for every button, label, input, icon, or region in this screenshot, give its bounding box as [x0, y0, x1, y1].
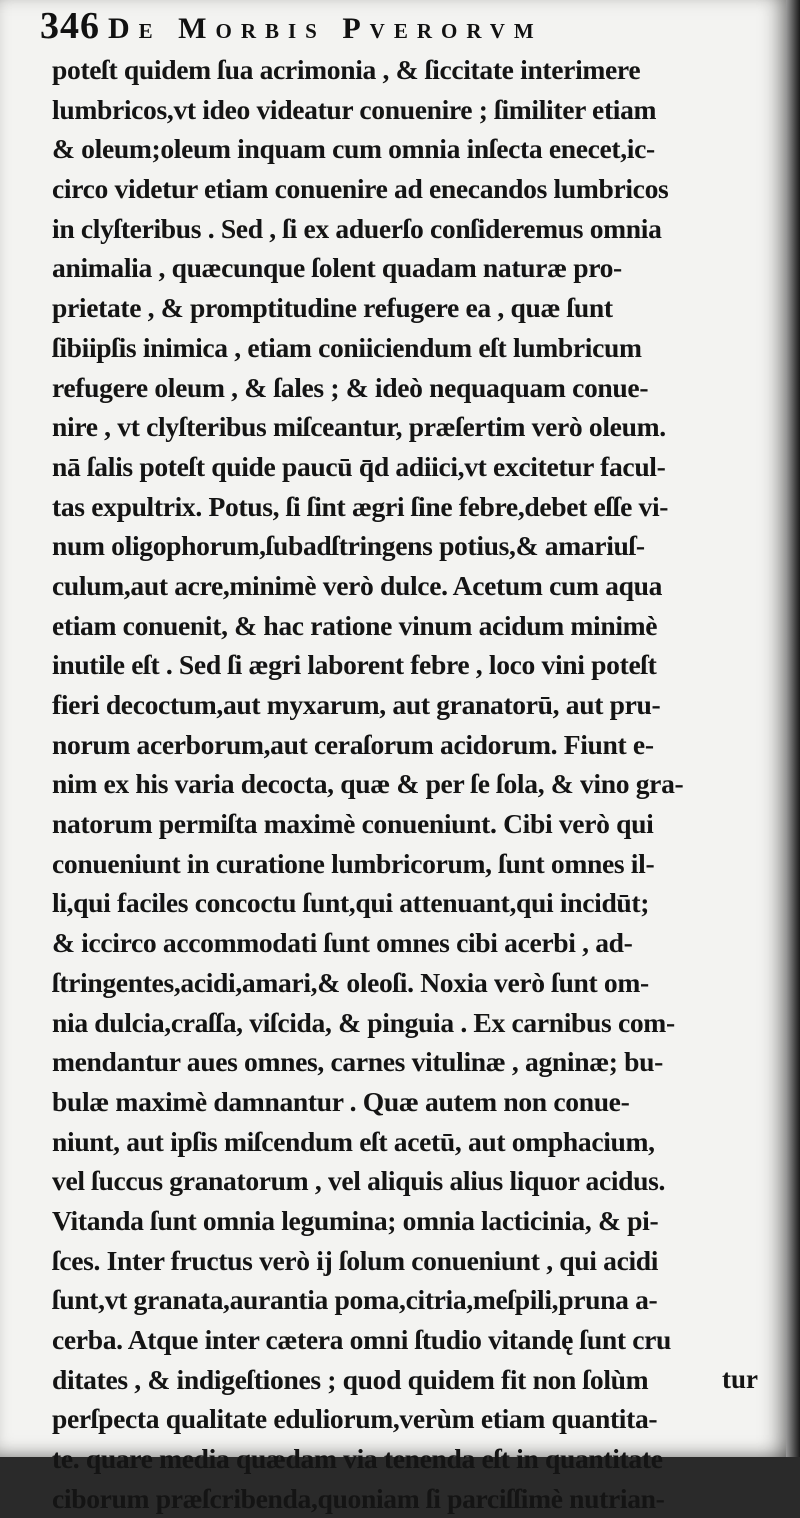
text-line: prietate , & promptitudine refugere ea , quæ ſunt [52, 292, 613, 324]
text-line: fieri decoctum,aut myxarum, aut granatorū, aut pru- [52, 689, 661, 720]
text-line: ſces. Inter fructus verò ij ſolum conueniunt , qui acidi [52, 1244, 659, 1276]
text-line: ciborum præſcribenda,quoniam ſi parciſſimè nutrian- [52, 1482, 665, 1514]
text-line: natorum permiſta maximè conueniunt. Cibi verò qui [52, 808, 654, 840]
text-line: te. quare media quædam via tenenda eſt in quantitate [52, 1443, 663, 1475]
page-edge-shadow [786, 0, 800, 1457]
text-line: nim ex his varia decocta, quæ & per ſe ſola, & vino gra- [52, 768, 684, 800]
text-line: niunt, aut ipſis miſcendum eſt acetū, aut omphacium, [52, 1125, 655, 1157]
text-line: mendantur aues omnes, carnes vitulinæ , agninæ; bu- [52, 1046, 664, 1078]
text-line: in clyſteribus . Sed , ſi ex aduerſo conſideremus omnia [52, 212, 662, 244]
text-line: perſpecta qualitate eduliorum,verùm etiam quantita- [52, 1403, 658, 1435]
running-title: De Morbis Pverorvm [108, 12, 543, 45]
text-line: cerba. Atque inter cætera omni ſtudio vitandę ſunt cru [52, 1324, 672, 1355]
text-line: num oligophorum,ſubadſtringens potius,& amariuſ- [52, 530, 645, 562]
text-line: culum,aut acre,minimè verò dulce. Acetum cum aqua [52, 569, 663, 601]
text-line: ſunt,vt granata,aurantia poma,citria,meſpili,pruna a- [52, 1284, 658, 1316]
text-line: norum acerborum,aut ceraſorum acidorum. Fiunt e- [52, 728, 654, 760]
body-text [52, 50, 774, 1518]
text-line: li,qui faciles concoctu ſunt,qui attenuant,qui incidūt; [52, 887, 650, 919]
catchword: tur [722, 1364, 758, 1394]
text-line: refugere oleum , & ſales ; & ideò nequaquam conue- [52, 371, 649, 403]
text-line: Vitanda ſunt omnia legumina; omnia lacticinia, & pi- [52, 1204, 659, 1236]
text-line: tas expultrix. Potus, ſi ſint ægri ſine febre,debet eſſe vi- [52, 490, 669, 522]
text-line: circo videtur etiam conuenire ad enecandos lumbricos [52, 173, 669, 205]
text-line: animalia , quæcunque ſolent quadam naturæ pro- [52, 252, 622, 284]
text-line: conueniunt in curatione lumbricorum, ſunt omnes il- [52, 847, 655, 879]
text-line: & oleum;oleum inquam cum omnia inſecta enecet,ic- [52, 133, 655, 165]
text-line: lumbricos,vt ideo videatur conuenire ; ſimiliter etiam [52, 93, 657, 125]
text-line: ſibiipſis inimica , etiam coniiciendum eſt lumbricum [52, 331, 642, 363]
text-line: ditates , & indigeſtiones ; quod quidem fit non ſolùm [52, 1363, 649, 1395]
text-line: nā ſalis poteſt quide paucū q̄d adiici,vt excitetur facul- [52, 450, 666, 482]
text-line: vel ſuccus granatorum , vel aliquis alius liquor acidus. [52, 1165, 666, 1197]
text-line: & iccirco accommodati ſunt omnes cibi acerbi , ad- [52, 927, 633, 959]
text-line: nire , vt clyſteribus miſceantur, præſertim verò oleum. [52, 411, 666, 443]
running-head [40, 4, 543, 48]
text-line: poteſt quidem ſua acrimonia , & ſiccitate interimere [52, 54, 641, 85]
page-number: 346 [40, 5, 100, 47]
text-line: ſtringentes,acidi,amari,& oleoſi. Noxia verò ſunt om- [52, 966, 649, 998]
text-line: nia dulcia,craſſa, viſcida, & pinguia . Ex carnibus com- [52, 1006, 675, 1038]
text-line: bulæ maximè damnantur . Quæ autem non conue- [52, 1085, 630, 1117]
text-line: inutile eſt . Sed ſi ægri laborent febre , loco vini poteſt [52, 649, 657, 681]
text-line: etiam conuenit, & hac ratione vinum acidum minimè [52, 609, 658, 641]
